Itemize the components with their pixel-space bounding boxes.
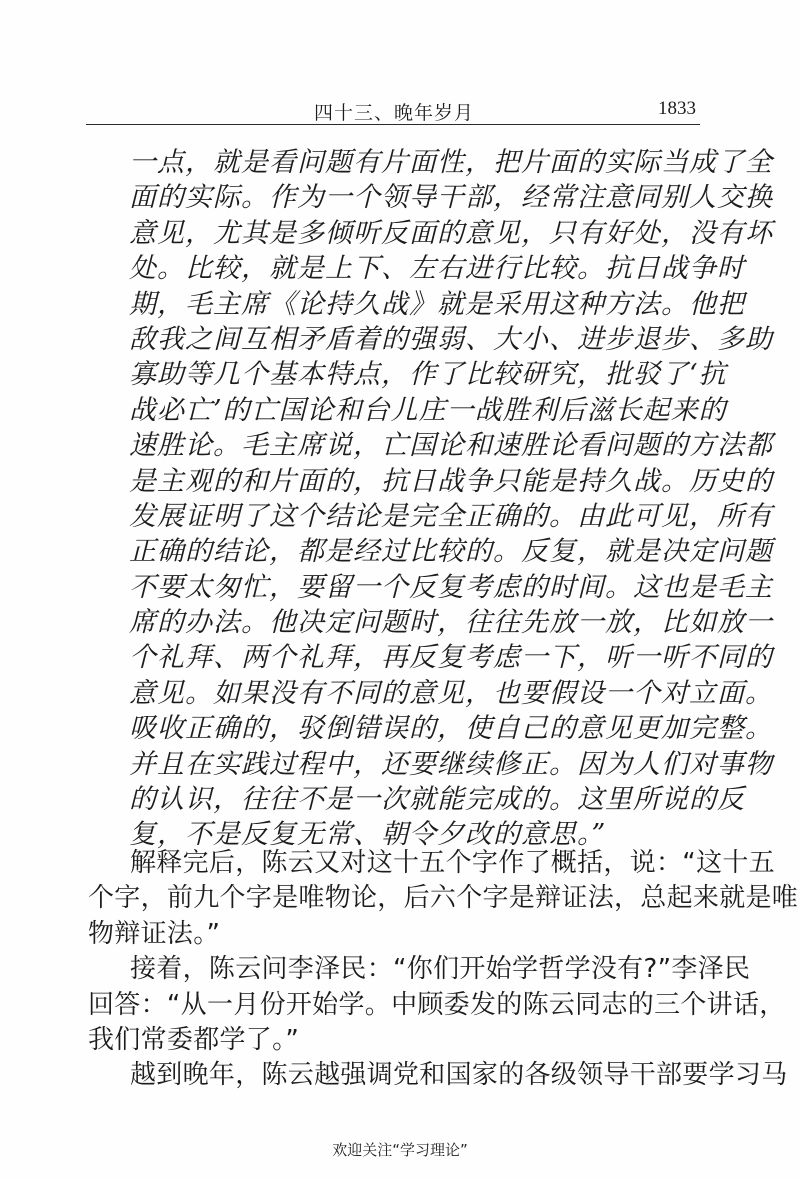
- quote-line: 期，毛主席《论持久战》就是采用这种方法。他把: [129, 288, 745, 320]
- body-line: 个字，前九个字是唯物论，后六个字是辩证法，总起来就是唯: [88, 883, 799, 914]
- quote-line: 吸收正确的，驳倒错误的，使自己的意见更加完整。: [129, 713, 773, 745]
- quote-line: 复，不是反复无常、朝令夕改的意思。”: [129, 819, 607, 851]
- quote-line: 速胜论。毛主席说，亡国论和速胜论看问题的方法都: [129, 430, 773, 462]
- quote-line: 的认识，往往不是一次就能完成的。这里所说的反: [129, 784, 745, 816]
- quote-line: 面的实际。作为一个领导干部，经常注意同别人交换: [129, 182, 773, 214]
- quote-line: 一点，就是看问题有片面性，把片面的实际当成了全: [129, 147, 773, 178]
- quote-line: 不要太匆忙，要留一个反复考虑的时间。这也是毛主: [129, 571, 773, 603]
- body-text: [88, 848, 799, 1096]
- page-header: [88, 98, 700, 124]
- quote-line: 发展证明了这个结论是完全正确的。由此可见，所有: [129, 500, 773, 532]
- body-line: 越到晚年，陈云越强调党和国家的各级领导干部要学习马: [130, 1060, 788, 1091]
- quote-line: 意见。如果没有不同的意见，也要假设一个对立面。: [129, 677, 773, 709]
- quote-line: 个礼拜、两个礼拜，再反复考虑一下，听一听不同的: [129, 642, 773, 674]
- body-line: 回答：“从一月份开始学。中顾委发的陈云同志的三个讲话，: [88, 989, 786, 1020]
- footer-watermark: 欢迎关注“学习理论”: [332, 1141, 468, 1159]
- quote-block: [129, 147, 773, 855]
- quote-line: 并且在实践过程中，还要继续修正。因为人们对事物: [129, 748, 773, 780]
- body-line: 接着，陈云问李泽民：“你们开始学哲学没有?”李泽民: [130, 954, 751, 985]
- body-line: 我们常委都学了。”: [88, 1024, 300, 1055]
- chapter-title: 四十三、晚年岁月: [313, 102, 474, 124]
- page-number: 1833: [658, 98, 696, 119]
- quote-line: 敌我之间互相矛盾着的强弱、大小、进步退步、多助: [129, 323, 773, 355]
- quote-line: 席的办法。他决定问题时，往往先放一放，比如放一: [129, 607, 773, 639]
- quote-line: 战必亡’的亡国论和台儿庄一战胜利后滋长起来的: [129, 394, 727, 426]
- quote-line: 意见，尤其是多倾听反面的意见，只有好处，没有坏: [129, 217, 773, 249]
- quote-line: 是主观的和片面的，抗日战争只能是持久战。历史的: [129, 465, 773, 497]
- body-line: 解释完后，陈云又对这十五个字作了概括，说：“这十五: [130, 848, 775, 878]
- quote-line: 寡助等几个基本特点，作了比较研究，批驳了‘抗: [129, 359, 727, 391]
- body-line: 物辩证法。”: [88, 918, 221, 949]
- quote-line: 正确的结论，都是经过比较的。反复，就是决定问题: [129, 536, 773, 568]
- quote-line: 处。比较，就是上下、左右进行比较。抗日战争时: [129, 253, 745, 285]
- header-rule: [86, 124, 700, 125]
